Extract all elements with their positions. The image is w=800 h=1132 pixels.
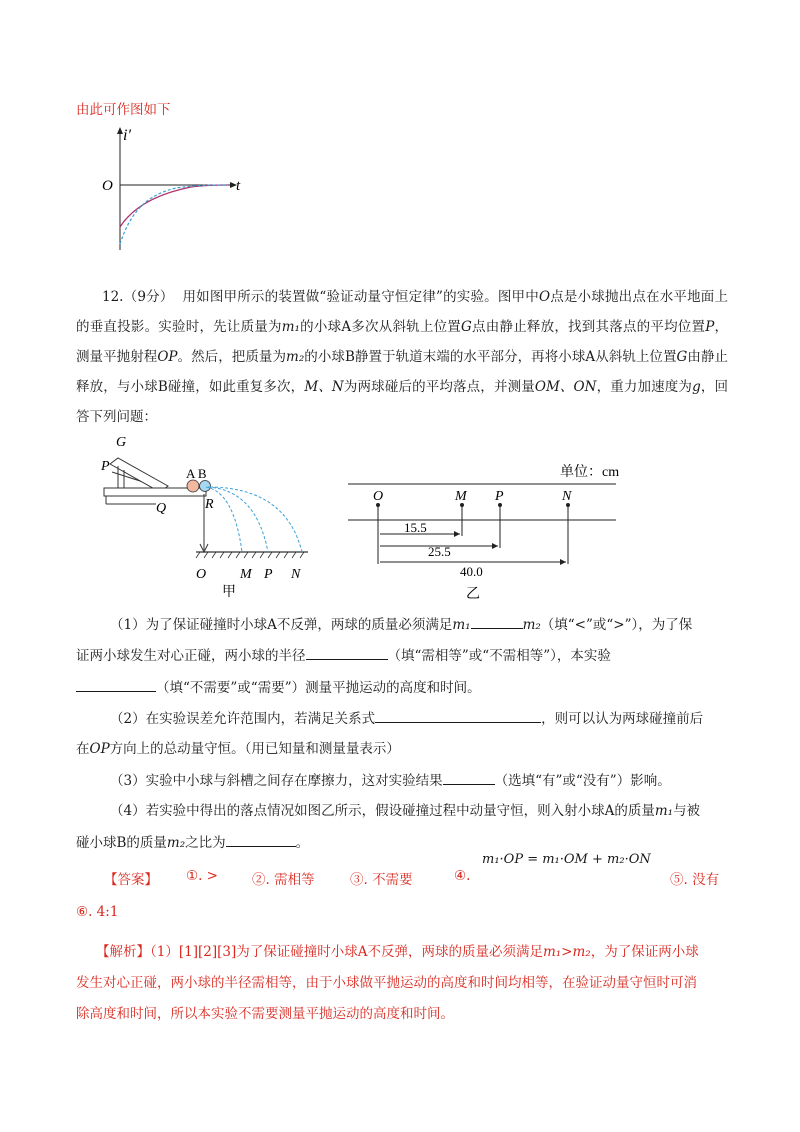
label-ab: A B <box>186 466 207 481</box>
sub4-line1: （4）若实验中得出的落点情况如图乙所示，假设碰撞过程中动量守恒，则入射小球A的质量m₁与被 <box>110 803 701 819</box>
dim-label-om: 15.5 <box>404 520 427 535</box>
blank-2 <box>306 645 388 660</box>
blank-5 <box>443 770 495 785</box>
trajectory-n <box>210 487 302 552</box>
figure-jia <box>96 432 326 604</box>
label-p-incline: P <box>101 459 110 474</box>
question-number: 12.（9分） <box>102 289 174 305</box>
blank-1 <box>471 614 523 629</box>
answer-2: ②. 需相等 <box>252 872 315 888</box>
answer-5: ⑤. 没有 <box>670 872 720 888</box>
label-q: Q <box>156 501 167 516</box>
blank-3 <box>76 677 156 692</box>
sub3-line: （3）实验中小球与斜槽之间存在摩擦力，这对实验结果 （选填“有”或“没有”）影响。 <box>110 770 671 791</box>
caption-yi: 乙 <box>466 587 480 602</box>
answer-formula: m₁·OP = m₁·OM + m₂·ON <box>482 852 651 867</box>
analysis-line1: 【解析】（1）[1][2][3]为了保证碰撞时小球A不反弹，两球的质量必须满足m₁>m₂，为了保证两小球 <box>96 944 699 960</box>
analysis-line2: 发生对心正碰，两小球的半径需相等，由于小球做平抛运动的高度和时间均相等，在验证动量守恒时可消 <box>76 975 697 991</box>
origin-label: O <box>102 178 113 194</box>
decay-graph <box>96 122 256 254</box>
answer-6: ⑥. 4:1 <box>76 904 119 920</box>
dim-label-on: 40.0 <box>460 564 483 579</box>
blank-6 <box>226 832 296 847</box>
ball-a <box>187 480 199 492</box>
figure-yi <box>340 456 640 604</box>
incline-track <box>110 458 168 492</box>
sub1-line2: 证两小球发生对心正碰，两小球的半径 （填“需相等”或“不需相等”），本实验 <box>76 645 611 666</box>
answer-4: ④. <box>454 868 471 884</box>
blank-4 <box>375 708 541 723</box>
ground-label-o: O <box>196 567 207 582</box>
ball-b <box>200 481 211 492</box>
point-n: N <box>562 489 572 504</box>
dim-label-op: 25.5 <box>428 544 451 559</box>
label-r: R <box>205 497 214 512</box>
answer-3: ③. 不需要 <box>350 872 413 888</box>
sub1-line3: （填“不需要”或“需要”）测量平抛运动的高度和时间。 <box>76 677 481 698</box>
solid-curve <box>120 185 228 227</box>
ground-label-m: M <box>240 567 252 582</box>
point-o: O <box>373 489 384 504</box>
ground-label-n: N <box>291 567 301 582</box>
dashed-curve <box>120 185 228 244</box>
ground-label-p: P <box>264 567 273 582</box>
answer-label: 【答案】 <box>104 872 158 888</box>
sub1-line1: （1）为了保证碰撞时小球A不反弹，两球的质量必须满足m₁ m₂（填“<”或“>”），为了保 <box>110 614 692 635</box>
x-axis-label: t <box>236 178 241 194</box>
point-p: P <box>495 489 504 504</box>
sub4-line2: 碰小球B的质量m₂之比为 。 <box>76 832 309 853</box>
caption-jia: 甲 <box>222 585 236 600</box>
unit-label: 单位：cm <box>560 465 620 480</box>
y-axis-label: i′ <box>123 127 131 144</box>
sub2-line1: （2）在实验误差允许范围内，若满足关系式 ，则可以认为两球碰撞前后 <box>110 708 703 729</box>
label-g: G <box>116 435 127 450</box>
analysis-line3: 除高度和时间，所以本实验不需要测量平抛运动的高度和时间。 <box>76 1006 454 1022</box>
question-stem: 12.（9分） 用如图甲所示的装置做“验证动量守恒定律”的实验。图甲中O点是小球抛出点在水平地面上的垂直投影。实验时，先让质量为m₁的小球A多次从斜轨上位置G点由静止释放，找到其落点的平均位置P，测量平抛射程OP。然后，把质量为m₂的小球B静置于轨道末端的水平部分，再将小球A从斜轨上位置G由静止释放，与小球B碰撞，如此重复多次，M、N为两球碰后的平均落点，并测量OM、ON，重力加速度为g，回答下列问题： <box>76 289 729 425</box>
analysis-label: 【解析】 <box>96 944 150 960</box>
point-m: M <box>455 489 467 504</box>
answer-1: ①. > <box>186 868 218 884</box>
intro-line: 由此可作图如下 <box>76 102 171 118</box>
sub2-line2: 在OP方向上的总动量守恒。（用已知量和测量量表示） <box>76 741 400 757</box>
